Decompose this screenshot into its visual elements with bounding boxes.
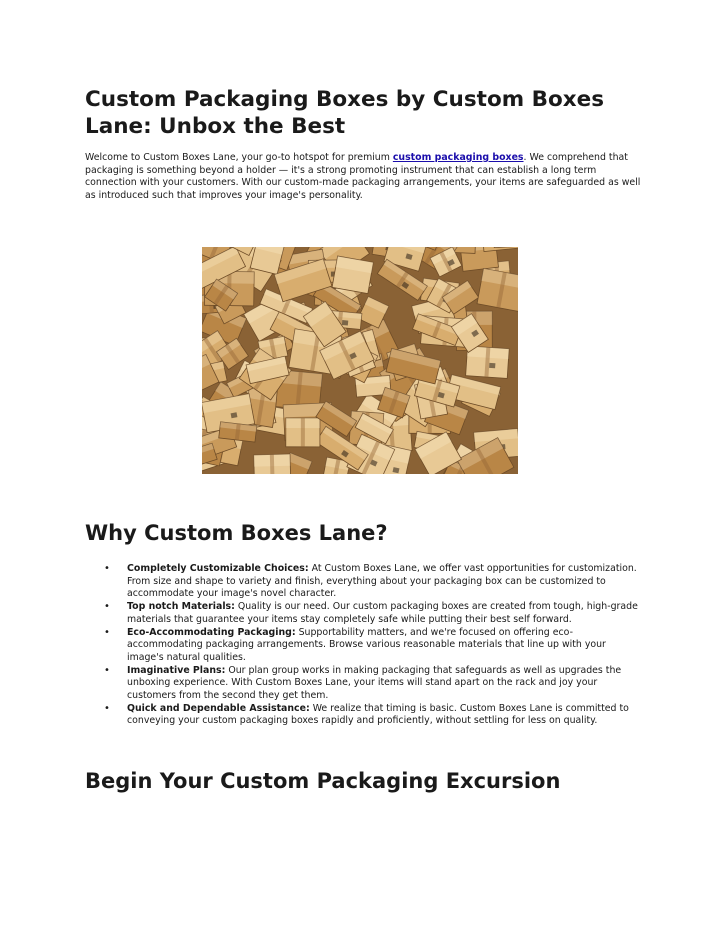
feature-label: Quick and Dependable Assistance: <box>127 702 310 714</box>
page-title: Custom Packaging Boxes by Custom Boxes Lane: Unbox the Best <box>85 87 605 139</box>
why-section-heading: Why Custom Boxes Lane? <box>85 521 388 545</box>
bullet-icon: • <box>104 563 110 574</box>
feature-label: Imaginative Plans: <box>127 664 226 676</box>
features-list <box>85 563 645 728</box>
feature-text: Supportability matters, and we're focused on offering eco-accommodating packaging arrangements. Browse various reasonable materials that line up with your image's natural qualities. <box>127 626 606 663</box>
feature-item <box>85 665 645 703</box>
feature-text: At Custom Boxes Lane, we offer vast opportunities for customization. From size and shape to variety and finish, everything about your packaging box can be customized to accommodate your image's novel character. <box>127 563 637 599</box>
intro-paragraph <box>85 152 645 202</box>
boxes-illustration <box>202 247 518 474</box>
feature-item <box>85 627 645 665</box>
bullet-icon: • <box>104 664 110 676</box>
bullet-icon: • <box>104 601 110 612</box>
feature-label: Completely Customizable Choices: <box>127 563 309 574</box>
cardboard-boxes-image <box>202 247 518 474</box>
feature-text: Our plan group works in making packaging that safeguards as well as upgrades the unboxing experience. With Custom Boxes Lane, your items will stand apart on the rack and joy your customers from the second they get them. <box>127 664 622 701</box>
feature-item <box>85 601 645 626</box>
intro-text-before: Welcome to Custom Boxes Lane, your go-to hotspot for premium <box>85 152 393 163</box>
bullet-icon: • <box>104 626 110 638</box>
feature-item <box>85 703 645 728</box>
custom-packaging-boxes-link[interactable]: custom packaging boxes <box>392 152 524 163</box>
begin-section-heading: Begin Your Custom Packaging Excursion <box>85 769 561 793</box>
feature-text: We realize that timing is basic. Custom Boxes Lane is committed to conveying your custom packaging boxes rapidly and proficiently, without settling for less on quality. <box>127 702 629 726</box>
feature-label: Eco-Accommodating Packaging: <box>127 626 296 638</box>
feature-text: Quality is our need. Our custom packaging boxes are created from tough, high-grade materials that guarantee your items stay completely safe while putting their best self forward. <box>127 601 638 625</box>
intro-text-after: . We comprehend that packaging is something beyond a holder — it's a strong promoting instrument that can establish a long term connection with your customers. With our custom-made packaging arrangements, your items are safeguarded as well as introduced such that improves your image's personality. <box>85 152 641 201</box>
feature-label: Top notch Materials: <box>127 601 235 612</box>
bullet-icon: • <box>104 702 110 714</box>
feature-item <box>85 563 645 601</box>
